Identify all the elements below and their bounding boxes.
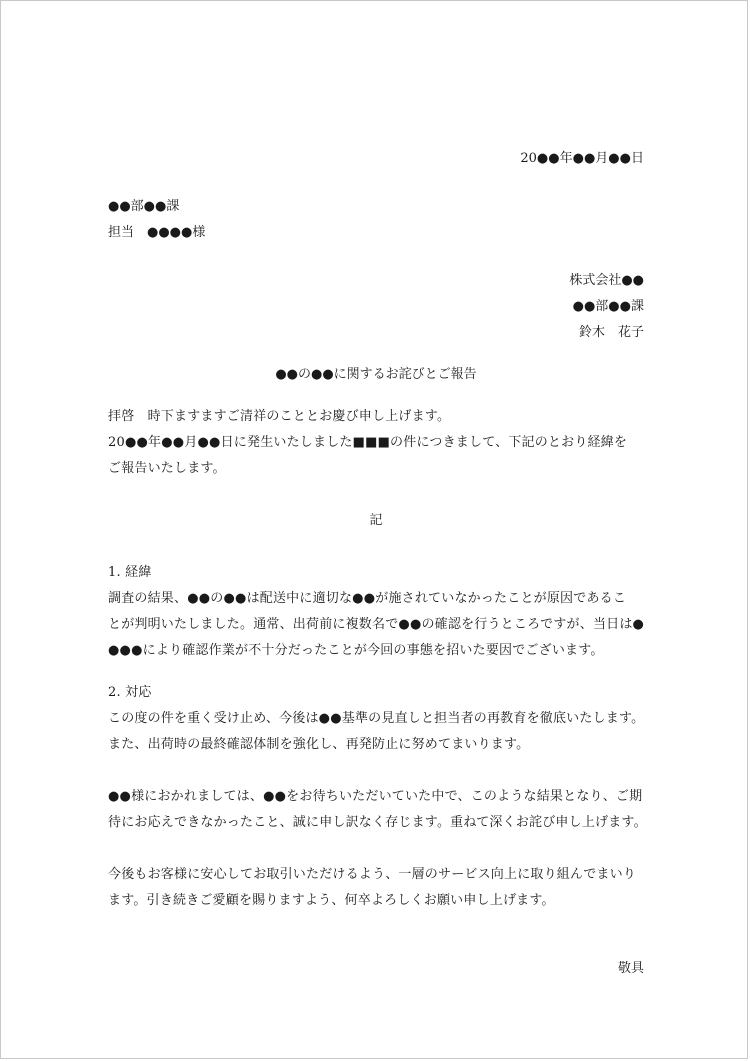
section-heading: 1. 経緯: [108, 565, 152, 580]
sender-department: ●●部●●課: [572, 299, 644, 314]
letter-body: [108, 146, 647, 982]
recipient-department: ●●部●●課: [108, 199, 180, 214]
greeting-line: 拝啓 時下ますますご清祥のこととお慶び申し上げます。: [108, 409, 451, 424]
section-line: この度の件を重く受け止め、今後は●●基準の見直しと担当者の再教育を徹底いたします。: [108, 711, 645, 726]
greeting-line: 20●●年●●月●●日に発生いたしました■■■の件につきまして、下記のとおり経緯を: [108, 435, 628, 450]
recipient-person: 担当 ●●●●様: [108, 225, 206, 240]
apology-line: 待にお応えできなかったこと、誠に申し訳なく存じます。重ねて深くお詫び申し上げます。: [108, 815, 647, 830]
sender-company: 株式会社●●: [569, 273, 644, 288]
closing-line: ます。引き続きご愛顧を賜りますよう、何卒よろしくお願い申し上げます。: [108, 893, 555, 908]
greeting-line: ご報告いたします。: [108, 461, 226, 476]
apology-paragraph: [108, 784, 647, 836]
section-line: とが判明いたしました。通常、出荷前に複数名で●●の確認を行うところですが、当日は●: [108, 617, 645, 632]
letter-date: 20●●年●●月●●日: [520, 151, 644, 166]
sender-name: 鈴木 花子: [578, 325, 644, 340]
section-line: また、出荷時の最終確認体制を強化し、再発防止に努めてまいります。: [108, 737, 530, 752]
section-line: 調査の結果、●●の●●は配送中に適切な●●が施されていなかったことが原因であるこ: [108, 591, 627, 606]
section-taiou: [108, 680, 644, 758]
apology-line: ●●様におかれましては、●●をお待ちいただいていた中で、このような結果となり、ご期: [108, 789, 643, 804]
greeting-paragraph: [108, 404, 644, 482]
section-line: ●●●により確認作業が不十分だったことが今回の事態を招いた要因でございます。: [108, 643, 604, 658]
section-heading: 2. 対応: [108, 685, 152, 700]
closing-paragraph: [108, 862, 644, 914]
ki-heading: 記: [369, 513, 383, 528]
letter-subject: ●●の●●に関するお詫びとご報告: [275, 367, 477, 382]
closing-line: 今後もお客様に安心してお取引いただけるよう、一層のサービス向上に取り組んでまいり: [108, 867, 637, 882]
section-keii: [108, 560, 644, 664]
keigu-closing: 敬具: [617, 961, 644, 976]
